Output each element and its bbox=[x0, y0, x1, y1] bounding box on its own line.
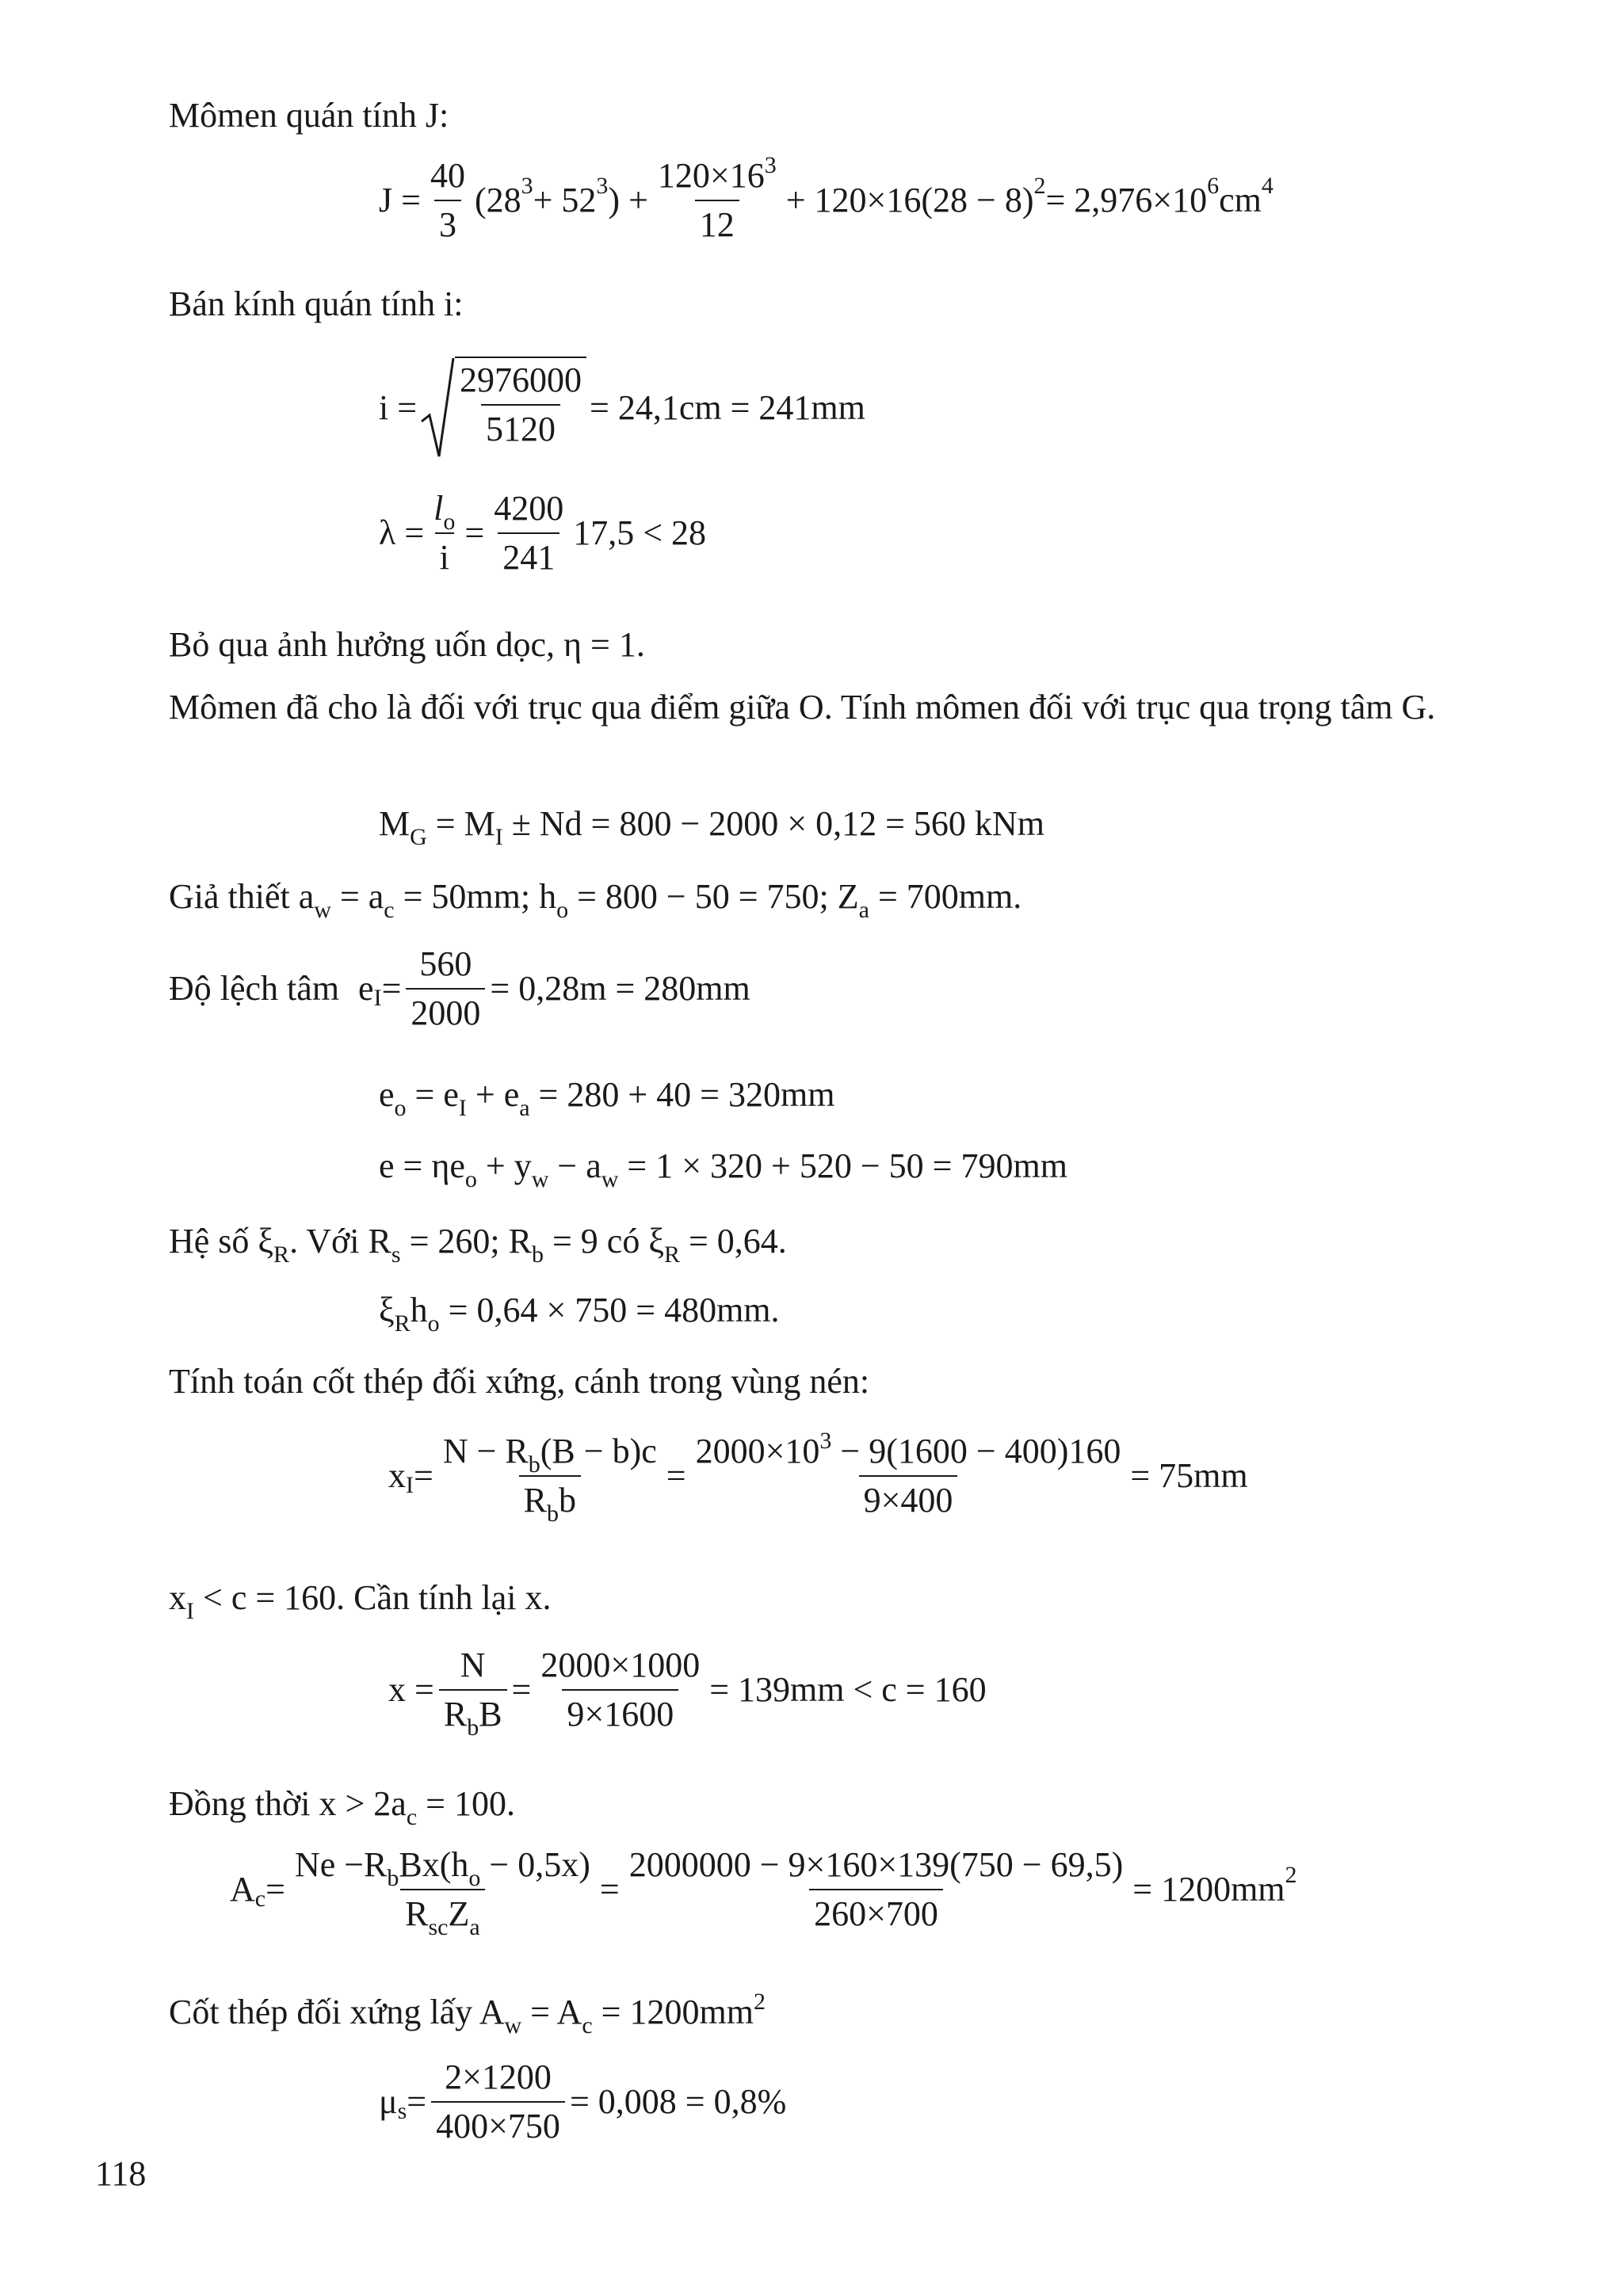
text-simultaneously: Đồng thời $x > 2a_c = 100$. bbox=[169, 1784, 515, 1830]
fraction-560-over-2000: $\frac{560}{2000}$ bbox=[406, 947, 485, 1031]
text-symmetric-steel: Cốt thép đối xứng lấy $A_w = A_c = 1200mm^2$ bbox=[169, 1989, 766, 2039]
fraction-Ac-numeric: $\frac{2000000 - 9\times 160\times 139(750 - 69,5)}{260\times 700}$ bbox=[628, 1845, 1124, 1933]
equation-eccentricity: Độ lệch tâm e I = $\frac{560}{2000}$ = 0,28m = 280mm bbox=[169, 944, 750, 1032]
equation-e0: $e_o = e_I + e_a = 280 + 40 = 320mm$ bbox=[379, 1075, 835, 1121]
equation-mu-s: μ s = $\frac{2\times 1200}{400\times 750}$ = 0,008 = 0,8% bbox=[379, 2058, 787, 2145]
fraction-x1-numeric: $\frac{2000\times 10^3 - 9(1600 - 400)160}{9\times 400}$ bbox=[695, 1428, 1121, 1520]
equation-Ac: A c = $\frac{Ne -R_bBx(h_o - 0,5x)}{R_{sc}Z_a}$ = $\frac{2000000 - 9\times 160\times 139(750 - 69,5)}{260\times 700}$ = 1200mm 2 bbox=[230, 1845, 1297, 1940]
equation-J: J = $\frac{40}{3}$ (28 3 + 52 3 ) + $\frac{120\times 16^3}{12}$ + 120×16(28 − 8) 2 = 2,976×10 6 cm 4 bbox=[379, 152, 1274, 244]
equation-i: i = $\frac{2976000}{5120}$ = 24,1cm = 241mm bbox=[379, 357, 865, 460]
equation-x1: x I = $\frac{N - R_b(B - b)c}{R_bb}$ = $\frac{2000\times 10^3 - 9(1600 - 400)160}{9\times 400}$ = 75mm bbox=[388, 1428, 1248, 1527]
heading-radius-of-gyration: Bán kính quán tính i: bbox=[169, 284, 464, 323]
text-x1-less-than-c: $x_I < c = 160$. Cần tính lại x. bbox=[169, 1578, 552, 1624]
square-root: $\frac{2976000}{5120}$ bbox=[420, 357, 586, 460]
text-coefficient-xiR: Hệ số $\xi_R$. Với $R_s = 260$; $R_b = 9$ có $\xi_R = 0,64$. bbox=[169, 1222, 787, 1268]
text-ignore-buckling: Bỏ qua ảnh hưởng uốn dọc, η = 1. bbox=[169, 625, 645, 664]
equation-xiR-h0: $\xi_Rh_o = 0,64 \times 750 = 480mm$. bbox=[379, 1291, 780, 1337]
fraction-N-over-RbB: $\frac{N}{R_bB}$ bbox=[439, 1648, 507, 1732]
fraction-x1-symbolic: $\frac{N - R_b(B - b)c}{R_bb}$ bbox=[442, 1432, 657, 1527]
paragraph-moment-axis: Mômen đã cho là đối với trục qua điểm giữa O. Tính mômen đối với trục qua trọng tâm G. bbox=[169, 688, 1436, 727]
fraction-120x16cubed-over-12: $\frac{120\times 16^3}{12}$ bbox=[657, 152, 777, 244]
equation-lambda: λ = $\frac{l_o}{i}$ = $\frac{4200}{241}$ 17,5 < 28 bbox=[379, 489, 707, 577]
heading-moment-of-inertia: Mômen quán tính J: bbox=[169, 96, 449, 135]
fraction-mu-s: $\frac{2\times 1200}{400\times 750}$ bbox=[431, 2060, 565, 2144]
equation-x: x = $\frac{N}{R_bB}$ = $\frac{2000\times 1000}{9\times 1600}$ = 139mm < c = 160 bbox=[388, 1646, 987, 1741]
equation-MG: $M_G = M_I \pm Nd = 800 - 2000 \times 0,12 = 560$ kNm bbox=[379, 804, 1044, 850]
text-assumption: Giả thiết $a_w = a_c = 50mm$; $h_o = 800 - 50 = 750$; $Z_a = 700mm$. bbox=[169, 877, 1022, 923]
fraction-4200-over-241: $\frac{4200}{241}$ bbox=[494, 489, 564, 577]
page-number: 118 bbox=[95, 2154, 147, 2193]
fraction-x-numeric: $\frac{2000\times 1000}{9\times 1600}$ bbox=[540, 1646, 701, 1733]
radical-sign-icon bbox=[420, 357, 455, 460]
text-symmetric-reinforcement: Tính toán cốt thép đối xứng, cánh trong vùng nén: bbox=[169, 1362, 870, 1401]
equation-e: $e = \eta e_o + y_w - a_w = 1 \times 320 + 520 - 50 = 790mm$ bbox=[379, 1146, 1067, 1192]
fraction-l0-over-i: $\frac{l_o}{i}$ bbox=[433, 489, 456, 577]
fraction-40-over-3: $\frac{40}{3}$ bbox=[430, 156, 465, 244]
fraction-Ac-symbolic: $\frac{Ne -R_bBx(h_o - 0,5x)}{R_{sc}Z_a}$ bbox=[294, 1845, 590, 1940]
